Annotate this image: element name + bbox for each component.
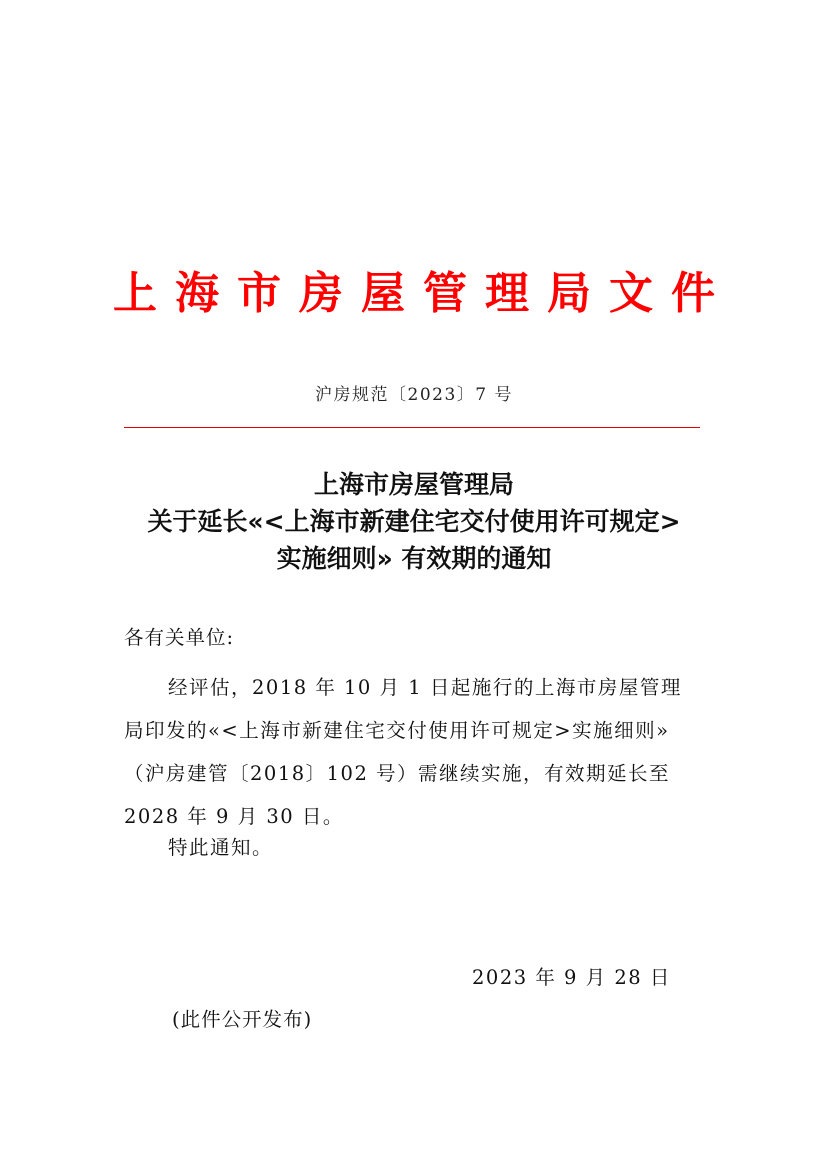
body-line-3: （沪房建管〔2018〕102 号）需继续实施，有效期延长至 [124, 762, 671, 785]
addressee: 各有关单位: [124, 626, 235, 649]
closing-remark: 特此通知。 [168, 836, 274, 859]
publish-note: (此件公开发布) [172, 1008, 313, 1031]
body-line-1: 经评估，2018 年 10 月 1 日起施行的上海市房屋管理 [168, 676, 682, 699]
body-line-2: 局印发的«<上海市新建住宅交付使用许可规定>实施细则» [124, 719, 670, 742]
red-separator-line [124, 427, 700, 428]
notice-title-line-3: 实施细则» 有效期的通知 [276, 544, 552, 573]
body-line-4: 2028 年 9 月 30 日。 [124, 805, 344, 828]
issue-date: 2023 年 9 月 28 日 [472, 966, 671, 989]
issuer-header-title: 上海市房屋管理局文件 [113, 268, 733, 319]
notice-title-line-2: 关于延长«<上海市新建住宅交付使用许可规定> [147, 507, 681, 536]
notice-title-line-1: 上海市房屋管理局 [313, 470, 514, 499]
notice-title [0, 466, 828, 577]
body-paragraph [124, 666, 709, 838]
document-number: 沪房规范〔2023〕7 号 [315, 385, 513, 405]
